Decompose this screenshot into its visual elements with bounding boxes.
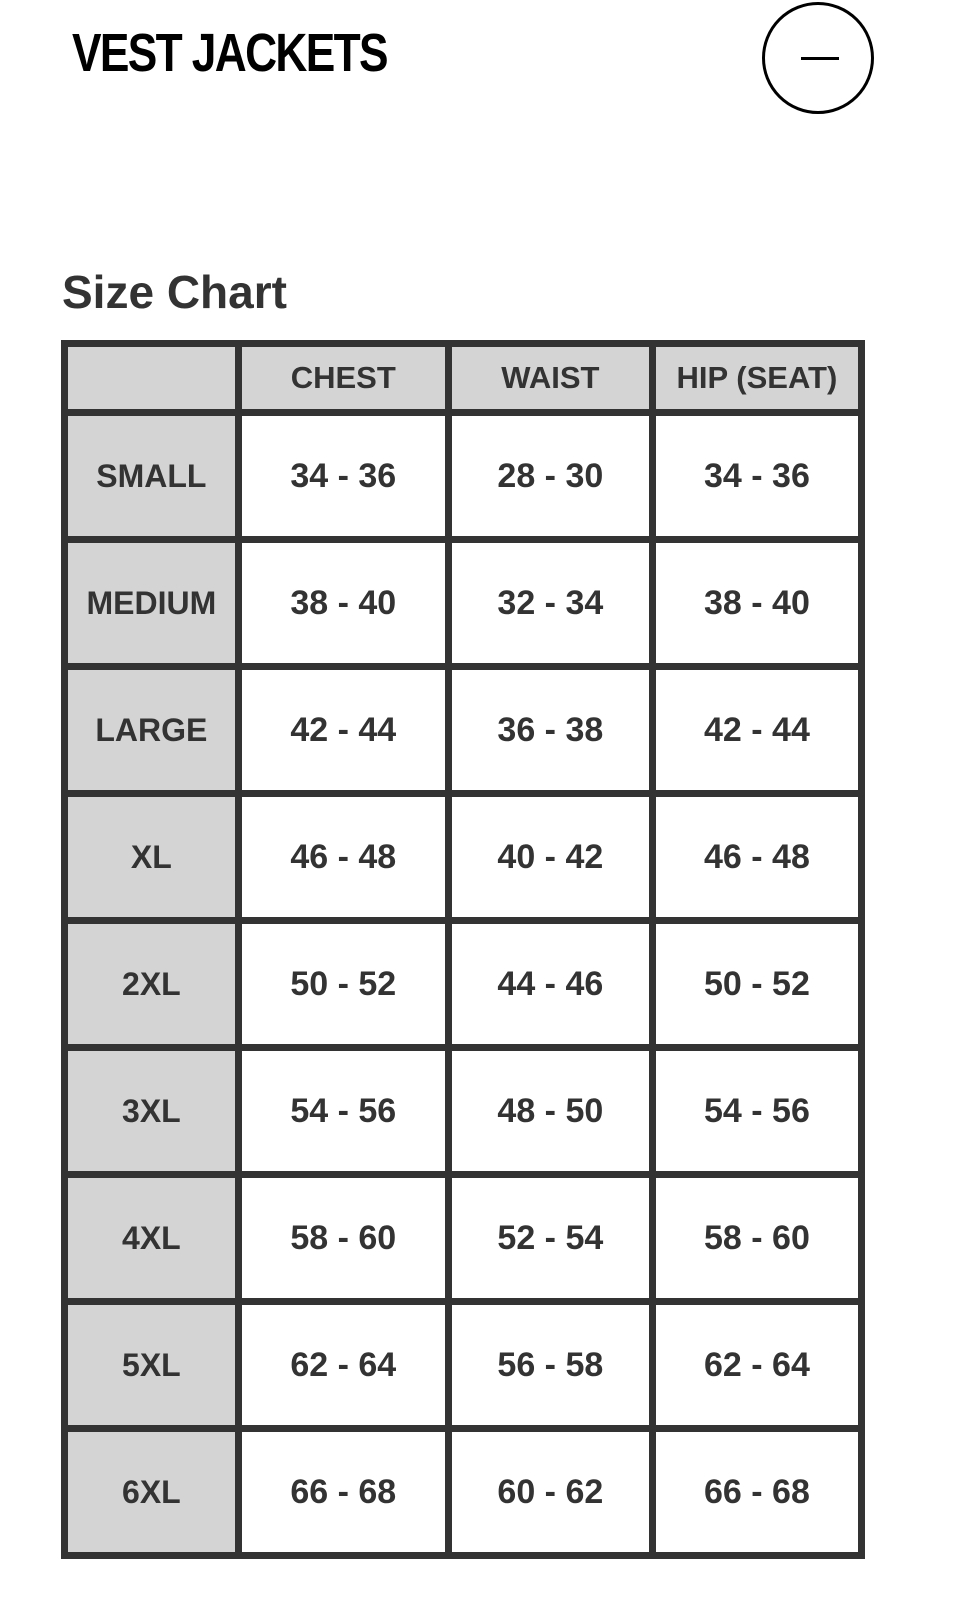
waist-value: 28 - 30 (448, 413, 652, 540)
size-label: XL (65, 794, 239, 921)
size-label: 6XL (65, 1429, 239, 1556)
table-row (65, 794, 862, 921)
table-row (65, 1429, 862, 1556)
hip-value: 34 - 36 (652, 413, 861, 540)
chest-value: 58 - 60 (238, 1175, 448, 1302)
table-header-row (65, 344, 862, 413)
waist-value: 32 - 34 (448, 540, 652, 667)
chest-value: 62 - 64 (238, 1302, 448, 1429)
header-cell-waist: WAIST (448, 344, 652, 413)
chest-value: 46 - 48 (238, 794, 448, 921)
size-label: 2XL (65, 921, 239, 1048)
hip-value: 66 - 68 (652, 1429, 861, 1556)
size-label: SMALL (65, 413, 239, 540)
table-row (65, 1175, 862, 1302)
hip-value: 42 - 44 (652, 667, 861, 794)
waist-value: 48 - 50 (448, 1048, 652, 1175)
chest-value: 34 - 36 (238, 413, 448, 540)
page-title: VEST JACKETS (72, 23, 387, 83)
hip-value: 50 - 52 (652, 921, 861, 1048)
size-label: 5XL (65, 1302, 239, 1429)
header-cell-chest: CHEST (238, 344, 448, 413)
chest-value: 50 - 52 (238, 921, 448, 1048)
chest-value: 66 - 68 (238, 1429, 448, 1556)
waist-value: 60 - 62 (448, 1429, 652, 1556)
size-chart-table (61, 340, 865, 1559)
waist-value: 56 - 58 (448, 1302, 652, 1429)
table-row (65, 667, 862, 794)
table-row (65, 540, 862, 667)
collapse-button[interactable] (762, 2, 874, 114)
chest-value: 38 - 40 (238, 540, 448, 667)
waist-value: 44 - 46 (448, 921, 652, 1048)
size-label: 3XL (65, 1048, 239, 1175)
size-label: 4XL (65, 1175, 239, 1302)
hip-value: 46 - 48 (652, 794, 861, 921)
table-row (65, 413, 862, 540)
hip-value: 54 - 56 (652, 1048, 861, 1175)
waist-value: 36 - 38 (448, 667, 652, 794)
size-label: LARGE (65, 667, 239, 794)
table-row (65, 921, 862, 1048)
hip-value: 62 - 64 (652, 1302, 861, 1429)
header-cell-size (65, 344, 239, 413)
header-cell-hip: HIP (SEAT) (652, 344, 861, 413)
hip-value: 38 - 40 (652, 540, 861, 667)
size-chart-title: Size Chart (62, 266, 287, 318)
chest-value: 42 - 44 (238, 667, 448, 794)
waist-value: 40 - 42 (448, 794, 652, 921)
waist-value: 52 - 54 (448, 1175, 652, 1302)
minus-icon (801, 57, 839, 60)
table-row (65, 1302, 862, 1429)
chest-value: 54 - 56 (238, 1048, 448, 1175)
size-label: MEDIUM (65, 540, 239, 667)
table-row (65, 1048, 862, 1175)
hip-value: 58 - 60 (652, 1175, 861, 1302)
